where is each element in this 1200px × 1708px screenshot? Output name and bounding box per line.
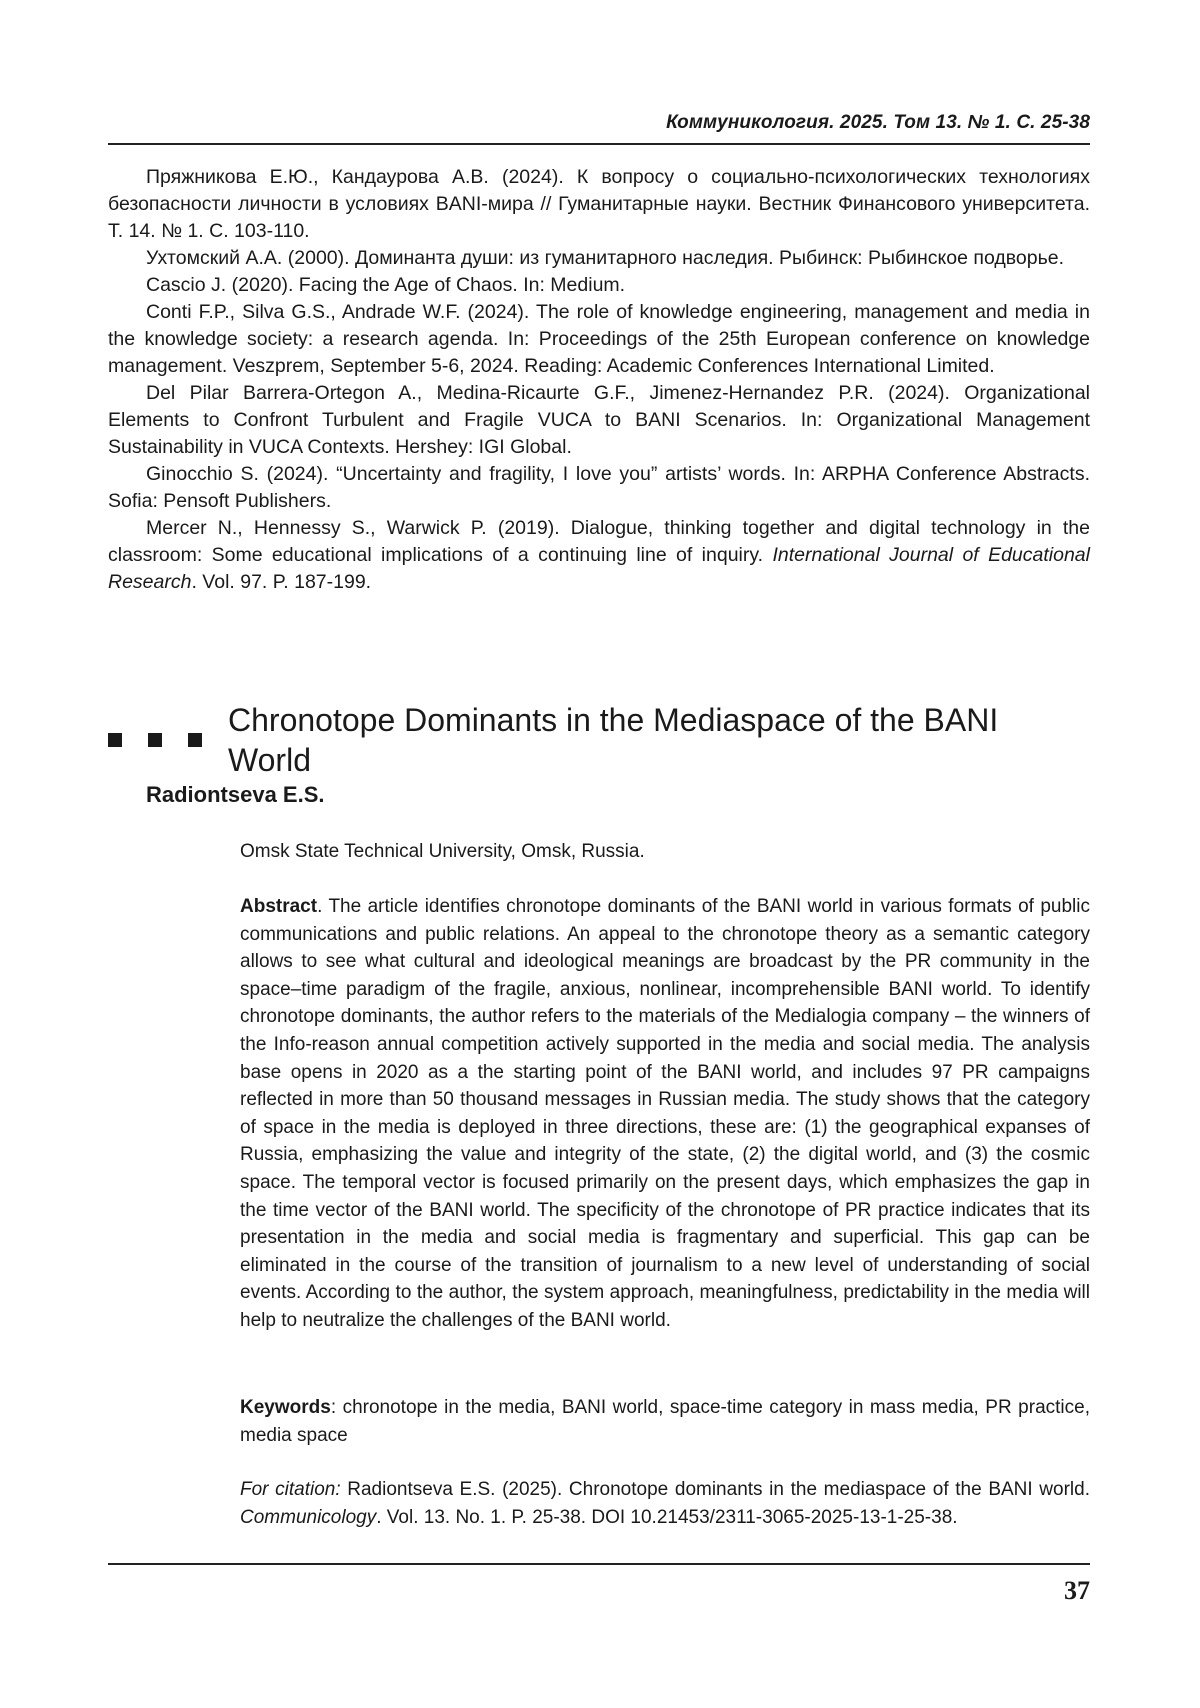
footer-rule [108, 1563, 1090, 1565]
reference-text: . Vol. 97. P. 187-199. [191, 571, 372, 593]
author-name: Radiontseva E.S. [146, 782, 325, 807]
reference-item: Ginocchio S. (2024). “Uncertainty and fragility, I love you” artists’ words. In: ARPHA Conference Abstracts. Sofia: Pensoft Publishers. [108, 463, 1090, 512]
header-rule [108, 143, 1090, 145]
page-number: 37 [1064, 1576, 1090, 1605]
article-title [108, 700, 1090, 780]
reference-item [108, 515, 1090, 596]
abstract-label: Abstract [240, 896, 318, 917]
keywords-text: : chronotope in the media, BANI world, space-time category in mass media, PR practice, media space [240, 1397, 1090, 1446]
square-bullet-icon [188, 733, 202, 747]
keywords-label: Keywords [240, 1397, 331, 1418]
running-head: Коммуникология. 2025. Том 13. № 1. С. 25-38 [666, 112, 1090, 133]
affiliation: Omsk State Technical University, Omsk, Russia. [240, 841, 645, 862]
section-marker-icon [108, 733, 202, 747]
reference-item: Пряжникова Е.Ю., Кандаурова А.В. (2024). К вопросу о социально-психологических технологиях безопасности личности в условиях BANI-мира // Гуманитарные науки. Вестник Финансового университета. Т. 14. № 1. С. 103-110. [108, 166, 1090, 242]
reference-item: Conti F.P., Silva G.S., Andrade W.F. (2024). The role of knowledge engineering, management and media in the knowledge society: a research agenda. In: Proceedings of the 25th European conference on knowledge management. Veszprem, September 5-6, 2024. Reading: Academic Conferences International Limited. [108, 301, 1090, 377]
citation-label: For citation: [240, 1479, 341, 1500]
citation-text: . Vol. 13. No. 1. P. 25-38. DOI 10.21453/2311-3065-2025-13-1-25-38. [376, 1506, 958, 1528]
reference-text: Mercer N., Hennessy S., Warwick P. (2019). Dialogue, thinking together and digital technology in the classroom: Some educational implications of a continuing line of inquiry. [108, 517, 1090, 566]
citation-journal: Communicology [240, 1506, 377, 1528]
article-title-text: Chronotope Dominants in the Mediaspace of the BANI World [228, 702, 999, 778]
reference-journal: International Journal of Educational Research [108, 544, 1090, 593]
square-bullet-icon [108, 733, 122, 747]
abstract [240, 893, 1090, 1335]
keywords [240, 1394, 1090, 1449]
square-bullet-icon [148, 733, 162, 747]
reference-item: Del Pilar Barrera-Ortegon A., Medina-Ricaurte G.F., Jimenez-Hernandez P.R. (2024). Organizational Elements to Confront Turbulent and Fragile VUCA to BANI Scenarios. In: Organizational Management Sustainability in VUCA Contexts. Hershey: IGI Global. [108, 382, 1090, 458]
abstract-text: . The article identifies chronotope dominants of the BANI world in various formats of public communications and public relations. An appeal to the chronotope theory as a semantic category allows to see what cultural and ideological meanings are broadcast by the PR community in the space–time paradigm of the fragile, anxious, nonlinear, incomprehensible BANI world. To identify chronotope dominants, the author refers to the materials of the Medialogia company – the winners of the Info-reason annual competition actively supported in the media and social media. The analysis base opens in 2020 as a the starting point of the BANI world, and includes 97 PR campaigns reflected in more than 50 thousand messages in Russian media. The study shows that the category of space in the media is deployed in three directions, these are: (1) the geographical expanses of Russia, emphasizing the value and integrity of the state, (2) the digital world, and (3) the cosmic space. The temporal vector is focused primarily on the present days, which emphasizes the gap in the time vector of the BANI world. The specificity of the chronotope of PR practice indicates that its presentation in the media and social media is fragmentary and superficial. This gap can be eliminated in the course of the transition of journalism to a new level of understanding of social events. According to the author, the system approach, meaningfulness, predictability in the media will help to neutralize the challenges of the BANI world. [240, 896, 1090, 1331]
references-list [108, 164, 1090, 596]
citation-text: Radiontseva E.S. (2025). Chronotope dominants in the mediaspace of the BANI world. [340, 1479, 1090, 1500]
citation [240, 1476, 1090, 1531]
reference-item: Cascio J. (2020). Facing the Age of Chaos. In: Medium. [146, 274, 626, 296]
reference-item: Ухтомский А.А. (2000). Доминанта души: из гуманитарного наследия. Рыбинск: Рыбинское подворье. [146, 247, 1065, 269]
